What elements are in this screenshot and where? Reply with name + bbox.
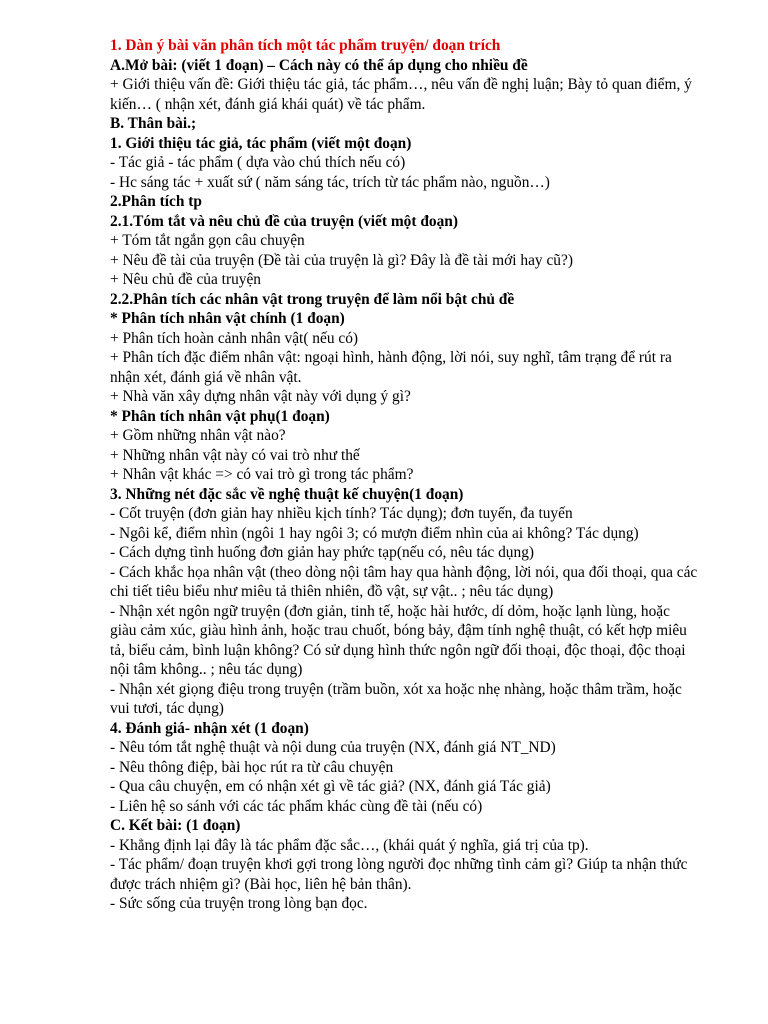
body-line: - Tác phẩm/ đoạn truyện khơi gợi trong lòng người đọc những tình cảm gì? Giúp ta nhận thức được trách nhiệm gì? (Bài học, liên hệ bản thân). xyxy=(110,856,688,893)
body-line: - Hc sáng tác + xuất sứ ( năm sáng tác, trích từ tác phẩm nào, nguồn…) xyxy=(110,173,550,191)
document-title: 1. Dàn ý bài văn phân tích một tác phẩm truyện/ đoạn trích xyxy=(110,37,501,54)
body-line: - Khẳng định lại đây là tác phẩm đặc sắc…, (khái quát ý nghĩa, giá trị của tp). xyxy=(110,836,589,854)
body-line: + Nêu chủ đề của truyện xyxy=(110,271,261,288)
section-heading: 2.Phân tích tp xyxy=(110,193,202,210)
body-line: - Nhận xét ngôn ngữ truyện (đơn giản, tinh tế, hoặc hài hước, dí dỏm, hoặc lạnh lùng, hoặc giàu cảm xúc, giàu hình ảnh, hoặc trau chuốt, bóng bảy, đậm tính nghệ thuật, có kết hợp miêu tả, biểu cảm, bình luận không? Có sử dụng hình thức ngôn ngữ đối thoại, độc thoại, độc thoại nội tâm không.. ; nêu tác dụng) xyxy=(110,602,687,678)
document-page xyxy=(110,36,700,914)
body-line: - Cách dựng tình huống đơn giản hay phức tạp(nếu có, nêu tác dụng) xyxy=(110,544,535,561)
body-line: - Nêu thông điệp, bài học rút ra từ câu chuyện xyxy=(110,758,394,776)
body-line: + Phân tích hoàn cảnh nhân vật( nếu có) xyxy=(110,329,359,347)
body-line: + Phân tích đặc điểm nhân vật: ngoại hình, hành động, lời nói, suy nghĩ, tâm trạng để rút ra nhận xét, đánh giá về nhân vật. xyxy=(110,349,672,386)
body-line: - Tác giả - tác phẩm ( dựa vào chú thích nếu có) xyxy=(110,154,406,171)
body-line: + Nhân vật khác => có vai trò gì trong tác phẩm? xyxy=(110,466,414,483)
section-heading: * Phân tích nhân vật chính (1 đoạn) xyxy=(110,310,345,327)
document-body xyxy=(110,56,700,914)
section-heading: C. Kết bài: (1 đoạn) xyxy=(110,817,241,834)
section-heading: 4. Đánh giá- nhận xét (1 đoạn) xyxy=(110,719,309,737)
section-heading: B. Thân bài.; xyxy=(110,115,197,132)
body-line: + Nhà văn xây dựng nhân vật này với dụng ý gì? xyxy=(110,388,411,405)
body-line: + Tóm tắt ngắn gọn câu chuyện xyxy=(110,232,305,249)
body-line: - Qua câu chuyện, em có nhận xét gì về tác giả? (NX, đánh giá Tác giả) xyxy=(110,778,551,795)
body-line: - Nhận xét giọng điệu trong truyện (trầm buồn, xót xa hoặc nhẹ nhàng, hoặc thâm trầm, hoặc vui tươi, tác dụng) xyxy=(110,680,682,717)
body-line: - Nêu tóm tắt nghệ thuật và nội dung của truyện (NX, đánh giá NT_ND) xyxy=(110,739,556,756)
body-line: - Ngôi kể, điểm nhìn (ngôi 1 hay ngôi 3; có mượn điểm nhìn của ai không? Tác dụng) xyxy=(110,524,639,542)
section-heading: * Phân tích nhân vật phụ(1 đoạn) xyxy=(110,407,330,425)
body-line: - Cốt truyện (đơn giản hay nhiều kịch tính? Tác dụng); đơn tuyến, đa tuyến xyxy=(110,505,573,522)
section-heading: 2.1.Tóm tắt và nêu chủ đề của truyện (viết một đoạn) xyxy=(110,212,458,230)
body-line: + Giới thiệu vấn đề: Giới thiệu tác giả, tác phẩm…, nêu vấn đề nghị luận; Bày tỏ quan điểm, ý kiến… ( nhận xét, đánh giá khái quát) về tác phẩm. xyxy=(110,76,692,113)
section-heading: A.Mở bài: (viết 1 đoạn) – Cách này có thể áp dụng cho nhiều đề xyxy=(110,56,528,74)
body-line: - Sức sống của truyện trong lòng bạn đọc. xyxy=(110,895,368,912)
body-line: - Liên hệ so sánh với các tác phẩm khác cùng đề tài (nếu có) xyxy=(110,797,483,815)
section-heading: 3. Những nét đặc sắc về nghệ thuật kế chuyện(1 đoạn) xyxy=(110,485,464,503)
section-heading: 1. Giới thiệu tác giả, tác phẩm (viết một đoạn) xyxy=(110,134,412,152)
body-line: + Nêu đề tài của truyện (Đề tài của truyện là gì? Đây là đề tài mới hay cũ?) xyxy=(110,251,573,269)
body-line: + Gồm những nhân vật nào? xyxy=(110,427,286,444)
section-heading: 2.2.Phân tích các nhân vật trong truyện để làm nổi bật chủ đề xyxy=(110,290,515,308)
body-line: + Những nhân vật này có vai trò như thế xyxy=(110,446,360,464)
body-line: - Cách khắc họa nhân vật (theo dòng nội tâm hay qua hành động, lời nói, qua đối thoại, qua các chi tiết tiêu biểu như miêu tả thiên nhiên, đồ vật, sự vật.. ; nêu tác dụng) xyxy=(110,563,698,600)
